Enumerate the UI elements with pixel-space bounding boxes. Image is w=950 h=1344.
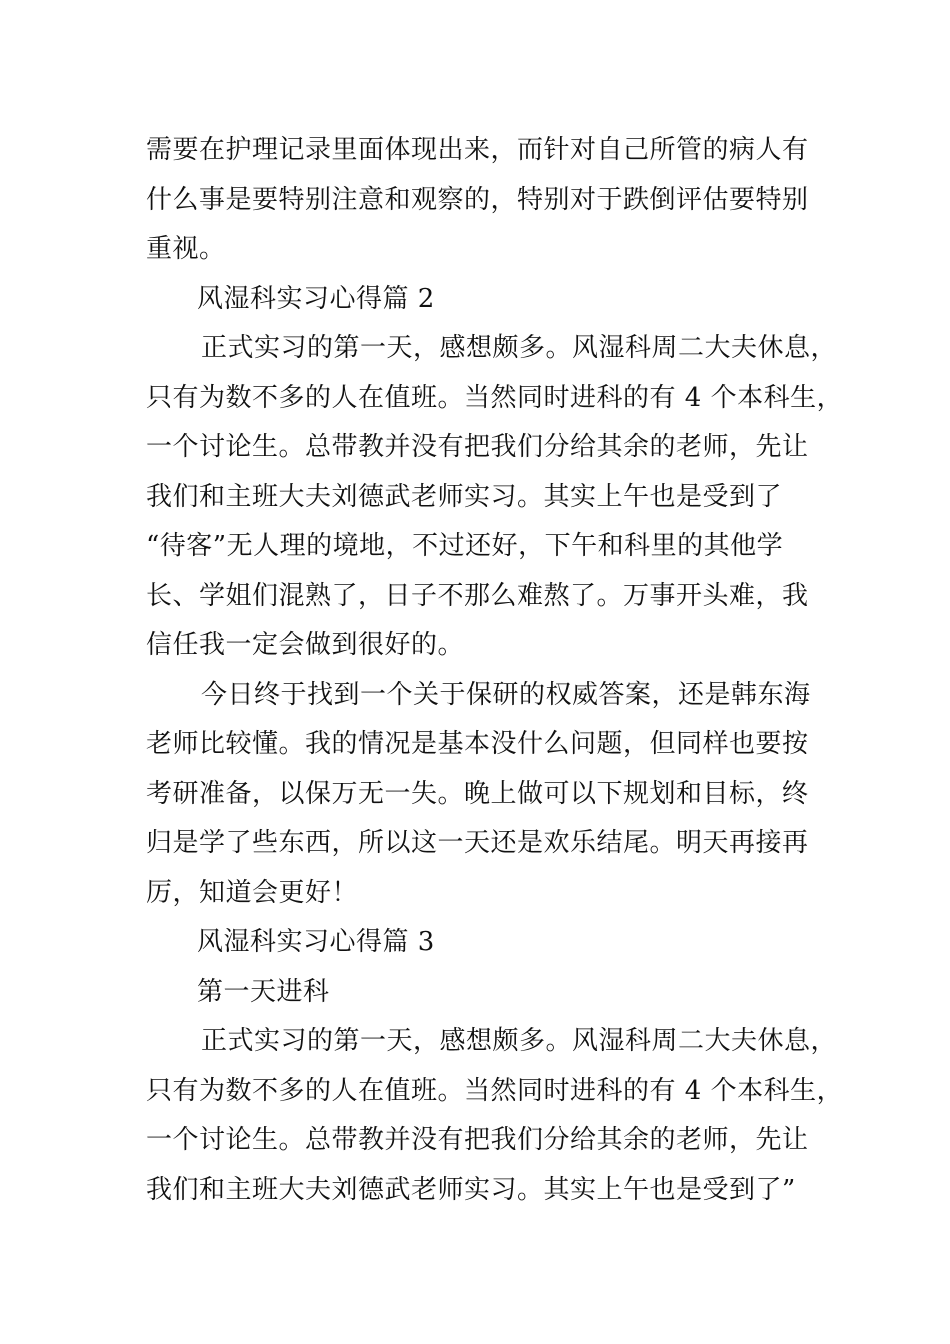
text-line: 信任我一定会做到很好的。 [146,630,465,660]
paragraph-first-line: 正式实习的第一天，感想颇多。风湿科周二大夫休息， [201,1026,838,1056]
text-line: 只有为数不多的人在值班。当然同时进科的有 4 个本科生， [146,382,844,413]
section-heading: 风湿科实习心得篇 3 [197,927,435,957]
text-line: 只有为数不多的人在值班。当然同时进科的有 4 个本科生， [146,1075,844,1106]
section-heading: 风湿科实习心得篇 2 [197,283,435,314]
paragraph-first-line: 正式实习的第一天，感想颇多。风湿科周二大夫休息， [201,333,838,363]
text-line: 需要在护理记录里面体现出来，而针对自己所管的病人有 [146,135,809,165]
text-line: 一个讨论生。总带教并没有把我们分给其余的老师，先让 [146,432,809,462]
subsection-heading: 第一天进科 [197,976,330,1007]
text-line: 重视。 [146,234,226,264]
text-line: 考研准备，以保万无一失。晚上做可以下规划和目标，终 [146,778,809,809]
text-line: 我们和主班大夫刘德武老师实习。其实上午也是受到了” [146,1174,796,1205]
text-line: 厉，知道会更好！ [146,877,359,908]
text-line: 什么事是要特别注意和观察的，特别对于跌倒评估要特别 [146,184,809,215]
paragraph-first-line: 今日终于找到一个关于保研的权威答案，还是韩东海 [201,679,811,710]
text-line: “待客”无人理的境地，不过还好，下午和科里的其他学 [146,531,784,561]
text-line: 长、学姐们混熟了，日子不那么难熬了。万事开头难，我 [146,580,809,611]
text-line: 归是学了些东西，所以这一天还是欢乐结尾。明天再接再 [146,828,809,858]
text-line: 一个讨论生。总带教并没有把我们分给其余的老师，先让 [146,1125,809,1155]
text-line: 老师比较懂。我的情况是基本没什么问题，但同样也要按 [146,729,809,759]
document-body [146,126,844,1215]
text-line: 我们和主班大夫刘德武老师实习。其实上午也是受到了 [146,481,783,512]
